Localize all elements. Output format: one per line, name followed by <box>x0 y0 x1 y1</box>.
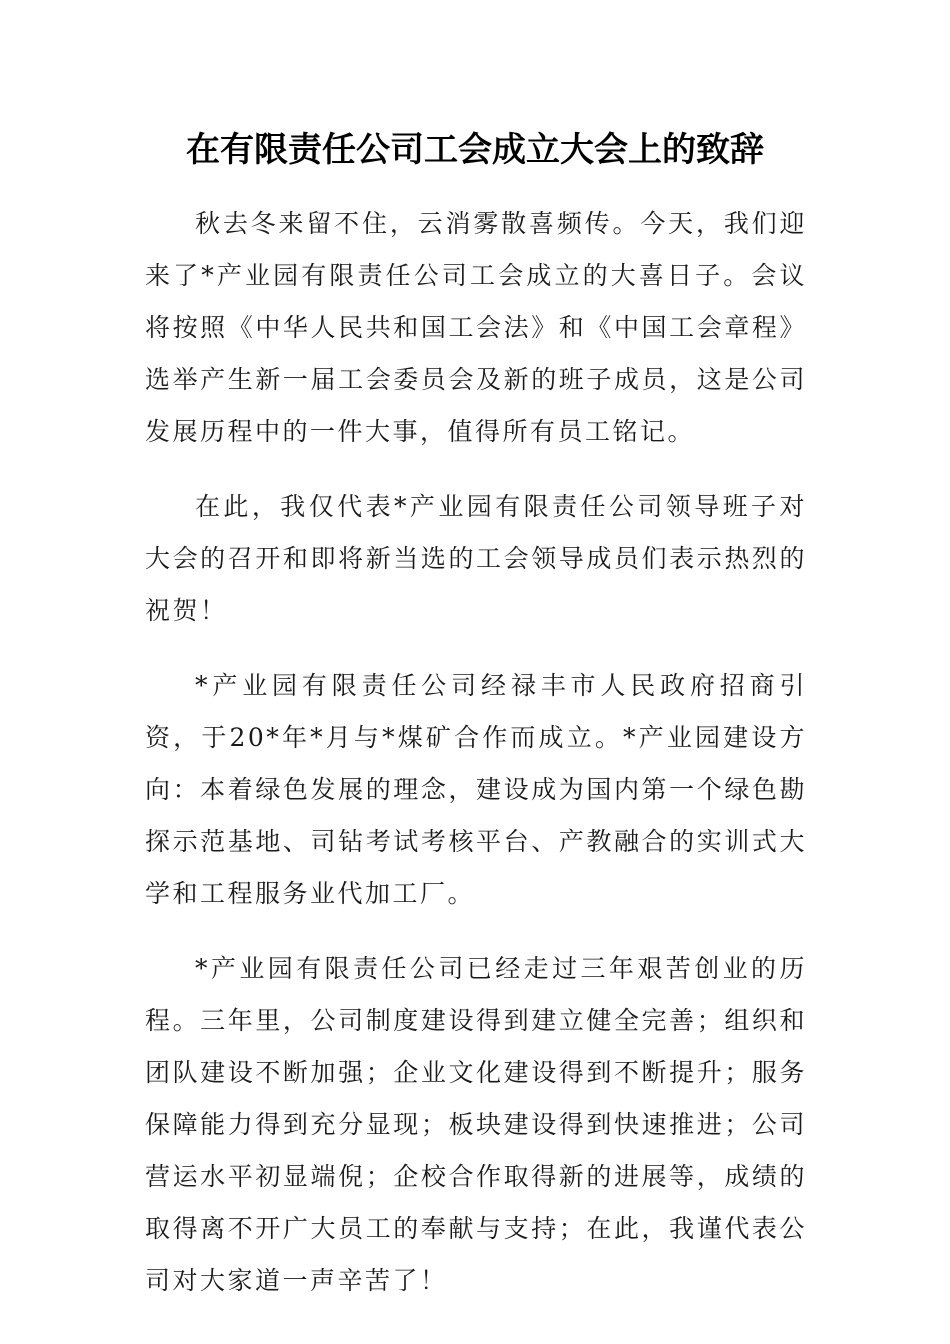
paragraph: 秋去冬来留不住，云消雾散喜频传。今天，我们迎来了*产业园有限责任公司工会成立的大喜日子。会议将按照《中华人民共和国工会法》和《中国工会章程》选举产生新一届工会委员会及新的班子成员，这是公司发展历程中的一件大事，值得所有员工铭记。 <box>145 209 807 446</box>
paragraph: *产业园有限责任公司已经走过三年艰苦创业的历程。三年里，公司制度建设得到建立健全完善；组织和团队建设不断加强；企业文化建设得到不断提升；服务保障能力得到充分显现；板块建设得到快速推进；公司营运水平初显端倪；企校合作取得新的进展等，成绩的取得离不开广大员工的奉献与支持；在此，我谨代表公司对大家道一声辛苦了！ <box>145 954 807 1295</box>
paragraph: 在此，我仅代表*产业园有限责任公司领导班子对大会的召开和即将新当选的工会领导成员们表示热烈的祝贺！ <box>145 492 807 625</box>
document-title: 在有限责任公司工会成立大会上的致辞 <box>186 130 764 170</box>
paragraph: *产业园有限责任公司经禄丰市人民政府招商引资，于20*年*月与*煤矿合作而成立。*产业园建设方向：本着绿色发展的理念，建设成为国内第一个绿色勘探示范基地、司钻考试考核平台、产教融合的实训式大学和工程服务业代加工厂。 <box>145 671 807 908</box>
document-body <box>145 198 807 1330</box>
